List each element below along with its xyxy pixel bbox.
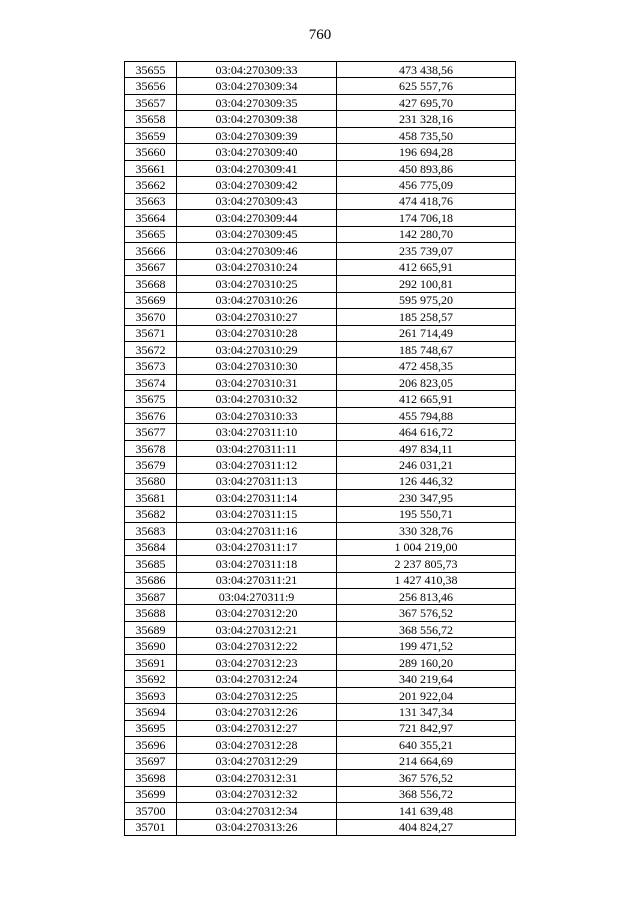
table-row — [125, 638, 516, 654]
cadastral-number-cell: 03:04:270309:33 — [177, 62, 337, 78]
cadastral-value-cell: 292 100,81 — [337, 276, 516, 292]
cadastral-number-cell: 03:04:270311:21 — [177, 572, 337, 588]
cadastral-number-cell: 03:04:270309:44 — [177, 210, 337, 226]
cadastral-value-cell: 1 427 410,38 — [337, 572, 516, 588]
row-number-cell: 35692 — [125, 671, 177, 687]
row-number-cell: 35683 — [125, 523, 177, 539]
cadastral-number-cell: 03:04:270311:14 — [177, 490, 337, 506]
row-number-cell: 35694 — [125, 704, 177, 720]
cadastral-number-cell: 03:04:270313:26 — [177, 819, 337, 835]
row-number-cell: 35682 — [125, 506, 177, 522]
cadastral-number-cell: 03:04:270312:23 — [177, 654, 337, 670]
cadastral-number-cell: 03:04:270312:25 — [177, 687, 337, 703]
row-number-cell: 35671 — [125, 325, 177, 341]
cadastral-value-cell: 595 975,20 — [337, 292, 516, 308]
cadastral-number-cell: 03:04:270312:32 — [177, 786, 337, 802]
table-row — [125, 605, 516, 621]
row-number-cell: 35700 — [125, 803, 177, 819]
cadastral-number-cell: 03:04:270309:34 — [177, 78, 337, 94]
cadastral-value-cell: 497 834,11 — [337, 440, 516, 456]
row-number-cell: 35678 — [125, 440, 177, 456]
cadastral-value-cell: 206 823,05 — [337, 374, 516, 390]
cadastral-value-cell: 330 328,76 — [337, 523, 516, 539]
page-number: 760 — [308, 27, 332, 43]
table-row — [125, 819, 516, 835]
row-number-cell: 35677 — [125, 424, 177, 440]
row-number-cell: 35664 — [125, 210, 177, 226]
table-row — [125, 292, 516, 308]
cadastral-number-cell: 03:04:270310:26 — [177, 292, 337, 308]
table-row — [125, 341, 516, 357]
cadastral-value-cell: 340 219,64 — [337, 671, 516, 687]
cadastral-number-cell: 03:04:270310:27 — [177, 309, 337, 325]
cadastral-value-cell: 367 576,52 — [337, 605, 516, 621]
table-row — [125, 720, 516, 736]
table-row — [125, 144, 516, 160]
cadastral-number-cell: 03:04:270311:17 — [177, 539, 337, 555]
cadastral-number-cell: 03:04:270310:33 — [177, 407, 337, 423]
row-number-cell: 35686 — [125, 572, 177, 588]
cadastral-value-cell: 231 328,16 — [337, 111, 516, 127]
table-body — [125, 62, 516, 836]
cadastral-number-cell: 03:04:270309:40 — [177, 144, 337, 160]
table-row — [125, 276, 516, 292]
row-number-cell: 35689 — [125, 621, 177, 637]
cadastral-number-cell: 03:04:270310:28 — [177, 325, 337, 341]
cadastral-number-cell: 03:04:270312:28 — [177, 737, 337, 753]
cadastral-value-cell: 640 355,21 — [337, 737, 516, 753]
cadastral-number-cell: 03:04:270309:46 — [177, 243, 337, 259]
cadastral-number-cell: 03:04:270311:16 — [177, 523, 337, 539]
cadastral-value-cell: 473 438,56 — [337, 62, 516, 78]
cadastral-value-cell: 195 550,71 — [337, 506, 516, 522]
cadastral-number-cell: 03:04:270311:9 — [177, 589, 337, 605]
cadastral-number-cell: 03:04:270312:34 — [177, 803, 337, 819]
cadastral-number-cell: 03:04:270309:35 — [177, 94, 337, 110]
cadastral-value-table — [124, 61, 516, 836]
table-row — [125, 374, 516, 390]
table-row — [125, 325, 516, 341]
row-number-cell: 35673 — [125, 358, 177, 374]
table-row — [125, 572, 516, 588]
cadastral-value-cell: 261 714,49 — [337, 325, 516, 341]
table-row — [125, 687, 516, 703]
table-row — [125, 786, 516, 802]
cadastral-value-cell: 368 556,72 — [337, 621, 516, 637]
cadastral-value-cell: 404 824,27 — [337, 819, 516, 835]
table-row — [125, 259, 516, 275]
table-row — [125, 671, 516, 687]
row-number-cell: 35687 — [125, 589, 177, 605]
cadastral-number-cell: 03:04:270310:29 — [177, 341, 337, 357]
row-number-cell: 35690 — [125, 638, 177, 654]
cadastral-value-cell: 235 739,07 — [337, 243, 516, 259]
table-row — [125, 737, 516, 753]
table-row — [125, 424, 516, 440]
row-number-cell: 35660 — [125, 144, 177, 160]
cadastral-value-cell: 721 842,97 — [337, 720, 516, 736]
table-row — [125, 621, 516, 637]
cadastral-value-cell: 174 706,18 — [337, 210, 516, 226]
row-number-cell: 35666 — [125, 243, 177, 259]
table-row — [125, 589, 516, 605]
table-row — [125, 753, 516, 769]
cadastral-number-cell: 03:04:270309:43 — [177, 193, 337, 209]
row-number-cell: 35698 — [125, 770, 177, 786]
table-row — [125, 358, 516, 374]
table-row — [125, 193, 516, 209]
cadastral-value-cell: 131 347,34 — [337, 704, 516, 720]
row-number-cell: 35669 — [125, 292, 177, 308]
cadastral-number-cell: 03:04:270310:32 — [177, 391, 337, 407]
cadastral-number-cell: 03:04:270312:24 — [177, 671, 337, 687]
row-number-cell: 35691 — [125, 654, 177, 670]
table-row — [125, 210, 516, 226]
row-number-cell: 35663 — [125, 193, 177, 209]
cadastral-number-cell: 03:04:270312:27 — [177, 720, 337, 736]
row-number-cell: 35679 — [125, 457, 177, 473]
cadastral-number-cell: 03:04:270311:10 — [177, 424, 337, 440]
row-number-cell: 35685 — [125, 556, 177, 572]
cadastral-value-cell: 450 893,86 — [337, 160, 516, 176]
cadastral-number-cell: 03:04:270309:45 — [177, 226, 337, 242]
row-number-cell: 35665 — [125, 226, 177, 242]
table-row — [125, 654, 516, 670]
table-row — [125, 457, 516, 473]
cadastral-number-cell: 03:04:270311:12 — [177, 457, 337, 473]
cadastral-number-cell: 03:04:270312:26 — [177, 704, 337, 720]
cadastral-value-cell: 625 557,76 — [337, 78, 516, 94]
row-number-cell: 35657 — [125, 94, 177, 110]
cadastral-value-cell: 230 347,95 — [337, 490, 516, 506]
cadastral-number-cell: 03:04:270310:30 — [177, 358, 337, 374]
row-number-cell: 35693 — [125, 687, 177, 703]
row-number-cell: 35658 — [125, 111, 177, 127]
cadastral-value-cell: 201 922,04 — [337, 687, 516, 703]
cadastral-value-cell: 185 748,67 — [337, 341, 516, 357]
table-row — [125, 309, 516, 325]
row-number-cell: 35674 — [125, 374, 177, 390]
row-number-cell: 35697 — [125, 753, 177, 769]
cadastral-value-cell: 142 280,70 — [337, 226, 516, 242]
cadastral-number-cell: 03:04:270309:41 — [177, 160, 337, 176]
cadastral-number-cell: 03:04:270310:24 — [177, 259, 337, 275]
table-row — [125, 803, 516, 819]
cadastral-value-cell: 1 004 219,00 — [337, 539, 516, 555]
cadastral-number-cell: 03:04:270311:15 — [177, 506, 337, 522]
row-number-cell: 35695 — [125, 720, 177, 736]
cadastral-value-cell: 412 665,91 — [337, 259, 516, 275]
cadastral-value-cell: 427 695,70 — [337, 94, 516, 110]
cadastral-value-cell: 196 694,28 — [337, 144, 516, 160]
cadastral-value-cell: 472 458,35 — [337, 358, 516, 374]
table-row — [125, 94, 516, 110]
cadastral-number-cell: 03:04:270312:21 — [177, 621, 337, 637]
row-number-cell: 35701 — [125, 819, 177, 835]
row-number-cell: 35696 — [125, 737, 177, 753]
row-number-cell: 35662 — [125, 177, 177, 193]
table-row — [125, 111, 516, 127]
cadastral-value-cell: 141 639,48 — [337, 803, 516, 819]
table-row — [125, 556, 516, 572]
cadastral-number-cell: 03:04:270309:42 — [177, 177, 337, 193]
row-number-cell: 35681 — [125, 490, 177, 506]
row-number-cell: 35672 — [125, 341, 177, 357]
cadastral-number-cell: 03:04:270312:22 — [177, 638, 337, 654]
cadastral-number-cell: 03:04:270312:31 — [177, 770, 337, 786]
row-number-cell: 35675 — [125, 391, 177, 407]
cadastral-value-cell: 256 813,46 — [337, 589, 516, 605]
row-number-cell: 35668 — [125, 276, 177, 292]
table-row — [125, 440, 516, 456]
table-row — [125, 226, 516, 242]
row-number-cell: 35655 — [125, 62, 177, 78]
row-number-cell: 35659 — [125, 127, 177, 143]
table-row — [125, 770, 516, 786]
cadastral-value-cell: 367 576,52 — [337, 770, 516, 786]
table-row — [125, 62, 516, 78]
table-row — [125, 243, 516, 259]
cadastral-value-cell: 456 775,09 — [337, 177, 516, 193]
cadastral-value-cell: 214 664,69 — [337, 753, 516, 769]
cadastral-value-cell: 126 446,32 — [337, 473, 516, 489]
cadastral-value-cell: 185 258,57 — [337, 309, 516, 325]
cadastral-number-cell: 03:04:270311:18 — [177, 556, 337, 572]
cadastral-number-cell: 03:04:270309:38 — [177, 111, 337, 127]
cadastral-number-cell: 03:04:270311:13 — [177, 473, 337, 489]
cadastral-value-cell: 412 665,91 — [337, 391, 516, 407]
table-row — [125, 391, 516, 407]
row-number-cell: 35661 — [125, 160, 177, 176]
cadastral-value-cell: 464 616,72 — [337, 424, 516, 440]
cadastral-number-cell: 03:04:270312:20 — [177, 605, 337, 621]
cadastral-number-cell: 03:04:270309:39 — [177, 127, 337, 143]
table-row — [125, 539, 516, 555]
cadastral-value-cell: 368 556,72 — [337, 786, 516, 802]
cadastral-value-cell: 455 794,88 — [337, 407, 516, 423]
row-number-cell: 35656 — [125, 78, 177, 94]
table-row — [125, 127, 516, 143]
cadastral-value-cell: 458 735,50 — [337, 127, 516, 143]
cadastral-value-cell: 289 160,20 — [337, 654, 516, 670]
row-number-cell: 35688 — [125, 605, 177, 621]
row-number-cell: 35676 — [125, 407, 177, 423]
cadastral-number-cell: 03:04:270310:25 — [177, 276, 337, 292]
table-row — [125, 490, 516, 506]
table-row — [125, 407, 516, 423]
table-row — [125, 704, 516, 720]
table-row — [125, 177, 516, 193]
cadastral-value-cell: 474 418,76 — [337, 193, 516, 209]
cadastral-value-cell: 2 237 805,73 — [337, 556, 516, 572]
row-number-cell: 35680 — [125, 473, 177, 489]
cadastral-number-cell: 03:04:270310:31 — [177, 374, 337, 390]
table-row — [125, 78, 516, 94]
row-number-cell: 35684 — [125, 539, 177, 555]
cadastral-number-cell: 03:04:270312:29 — [177, 753, 337, 769]
table-row — [125, 523, 516, 539]
table-row — [125, 473, 516, 489]
row-number-cell: 35670 — [125, 309, 177, 325]
cadastral-value-cell: 246 031,21 — [337, 457, 516, 473]
table-row — [125, 160, 516, 176]
cadastral-number-cell: 03:04:270311:11 — [177, 440, 337, 456]
row-number-cell: 35667 — [125, 259, 177, 275]
table-row — [125, 506, 516, 522]
row-number-cell: 35699 — [125, 786, 177, 802]
cadastral-value-cell: 199 471,52 — [337, 638, 516, 654]
